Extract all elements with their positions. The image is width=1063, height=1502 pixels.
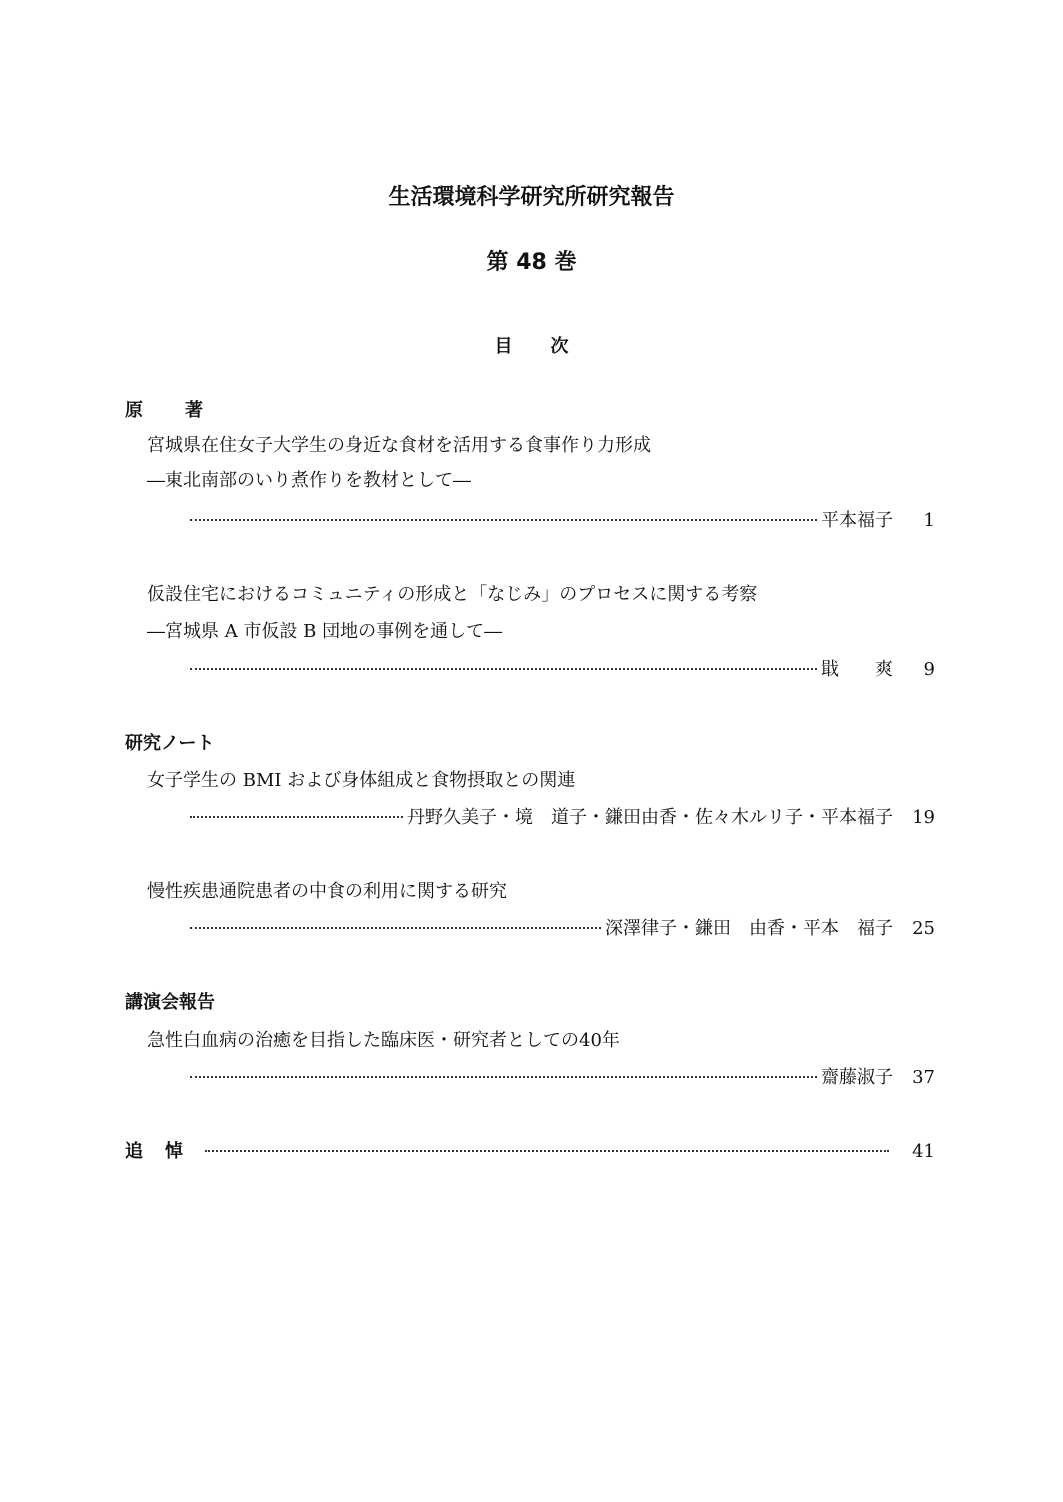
leader-dots <box>190 927 601 929</box>
entry-subtitle: ―宮城県 A 市仮設 B 団地の事例を通して― <box>147 621 503 642</box>
section-heading-notes: 研究ノート <box>125 733 215 754</box>
entry-page-number: 19 <box>912 807 935 828</box>
leader-dots <box>190 668 817 670</box>
entry-leader-line <box>190 914 935 940</box>
entry-title: 女子学生の BMI および身体組成と食物摂取との関連 <box>147 770 576 791</box>
memorial-line <box>125 1137 935 1163</box>
entry-authors: 深澤律子・鎌田 由香・平本 福子 <box>605 918 893 939</box>
leader-dots <box>205 1150 889 1152</box>
memorial-page-number: 41 <box>912 1141 935 1162</box>
entry-leader-line <box>190 803 935 829</box>
entry-page-number: 9 <box>923 659 935 680</box>
entry-authors: 平本福子 <box>821 510 893 531</box>
entry-title: 慢性疾患通院患者の中食の利用に関する研究 <box>147 881 507 902</box>
entry-title: 仮設住宅におけるコミュニティの形成と「なじみ」のプロセスに関する考察 <box>147 584 758 605</box>
entry-title: 急性白血病の治癒を目指した臨床医・研究者としての40年 <box>147 1030 620 1051</box>
toc-heading: 目次 <box>494 336 607 357</box>
entry-leader-line <box>190 1063 935 1089</box>
entry-subtitle: ―東北南部のいり煮作りを教材として― <box>147 470 471 491</box>
section-heading-original: 原著 <box>125 400 245 421</box>
leader-dots <box>190 519 817 521</box>
entry-authors: 齋藤淑子 <box>821 1067 893 1088</box>
entry-title: 宮城県在住女子大学生の身近な食材を活用する食事作り力形成 <box>147 435 651 456</box>
entry-page-number: 25 <box>912 918 935 939</box>
journal-title: 生活環境科学研究所研究報告 <box>388 185 675 210</box>
section-heading-lecture: 講演会報告 <box>125 992 215 1013</box>
leader-dots <box>190 1076 817 1078</box>
entry-authors: 丹野久美子・境 道子・鎌田由香・佐々木ルリ子・平本福子 <box>407 807 893 828</box>
entry-authors: 戢 爽 <box>821 659 893 680</box>
entry-page-number: 37 <box>912 1067 935 1088</box>
volume-number: 第 48 巻 <box>486 250 577 275</box>
entry-page-number: 1 <box>923 510 935 531</box>
entry-leader-line <box>190 655 935 681</box>
entry-leader-line <box>190 506 935 532</box>
leader-dots <box>190 816 403 818</box>
section-heading-memorial: 追悼 <box>125 1141 205 1162</box>
